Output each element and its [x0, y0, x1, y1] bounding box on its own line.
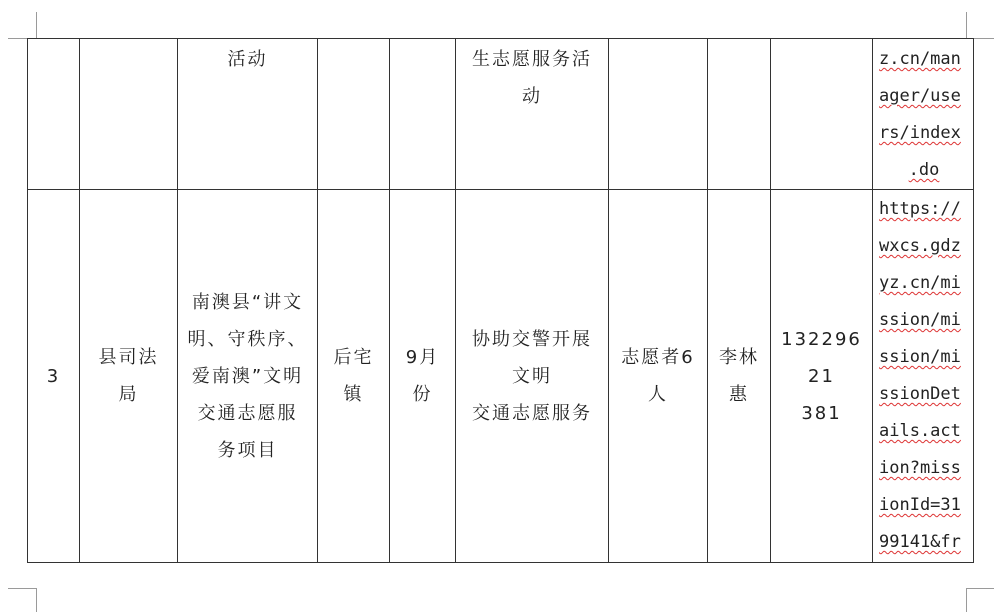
cell-line: 交通志愿服 [197, 402, 298, 424]
url-line: ager/use [879, 86, 961, 106]
url-line: rs/index [879, 123, 961, 143]
cell-line: 惠 [729, 384, 749, 405]
cell-content [456, 190, 609, 563]
cell-line: 文明 [512, 365, 552, 387]
cell-line: 活动 [227, 49, 268, 70]
cell-contact [708, 39, 771, 190]
url-line: wxcs.gdz [879, 236, 961, 256]
url-line: ion?miss [879, 458, 961, 478]
cell-line: 镇 [343, 384, 364, 405]
cell-url [873, 39, 974, 190]
url-line: ssion/mi [879, 310, 961, 330]
url-line: ails.act [879, 421, 961, 441]
crop-mark-bottom-right-v [966, 588, 967, 612]
cell-line: 明、守秩序、 [187, 328, 308, 350]
crop-mark-bottom-left-v [36, 588, 37, 612]
cell-line: 人 [648, 384, 668, 405]
cell-line: 县司法 [98, 347, 159, 368]
cell-line: 协助交警开展 [472, 328, 592, 350]
cell-url [873, 190, 974, 563]
crop-mark-bottom-right-h [966, 588, 994, 589]
cell-unit [80, 190, 178, 563]
volunteer-activity-table [27, 38, 974, 563]
cell-line: 交通志愿服务 [472, 402, 592, 424]
cell-time [390, 39, 456, 190]
cell-content [456, 39, 609, 190]
url-line: .do [908, 160, 940, 180]
cell-unit [80, 39, 178, 190]
url-line: yz.cn/mi [879, 273, 961, 293]
url-line: z.cn/man [879, 49, 961, 69]
url-line: 99141&fr [879, 532, 961, 552]
cell-line: 后宅 [333, 347, 374, 368]
cell-line: 务项目 [217, 439, 278, 461]
cell-time [390, 190, 456, 563]
url-line: https:// [879, 199, 961, 219]
cell-line: 生志愿服务活 [472, 49, 592, 70]
url-line: ionId=31 [879, 495, 961, 515]
table-row-continued [28, 39, 974, 190]
cell-place [318, 190, 390, 563]
crop-mark-top-right-v [966, 12, 967, 38]
cell-phone [771, 190, 873, 563]
cell-line: 志愿者6 [621, 347, 695, 368]
cell-place [318, 39, 390, 190]
url-line: ssionDet [879, 384, 961, 404]
crop-mark-bottom-left-h [8, 588, 36, 589]
cell-line: 南澳县“讲文 [191, 291, 304, 313]
cell-line: 局 [118, 384, 139, 405]
cell-contact [708, 190, 771, 563]
cell-people [609, 39, 708, 190]
cell-no [28, 39, 80, 190]
cell-line: 381 [801, 402, 842, 424]
crop-mark-top-left-v [36, 12, 37, 38]
cell-people [609, 190, 708, 563]
cell-phone [771, 39, 873, 190]
cell-line: 动 [522, 86, 542, 107]
cell-project [178, 190, 318, 563]
url-line: ssion/mi [879, 347, 961, 367]
table-row-3 [28, 190, 974, 563]
cell-line: 13229621 [781, 328, 862, 387]
cell-project [178, 39, 318, 190]
cell-line: 爱南澳”文明 [191, 365, 304, 387]
cell-line: 李林 [719, 347, 759, 368]
cell-no: 3 [28, 190, 80, 563]
cell-line: 份 [412, 384, 433, 405]
cell-line: 9月 [405, 347, 440, 368]
